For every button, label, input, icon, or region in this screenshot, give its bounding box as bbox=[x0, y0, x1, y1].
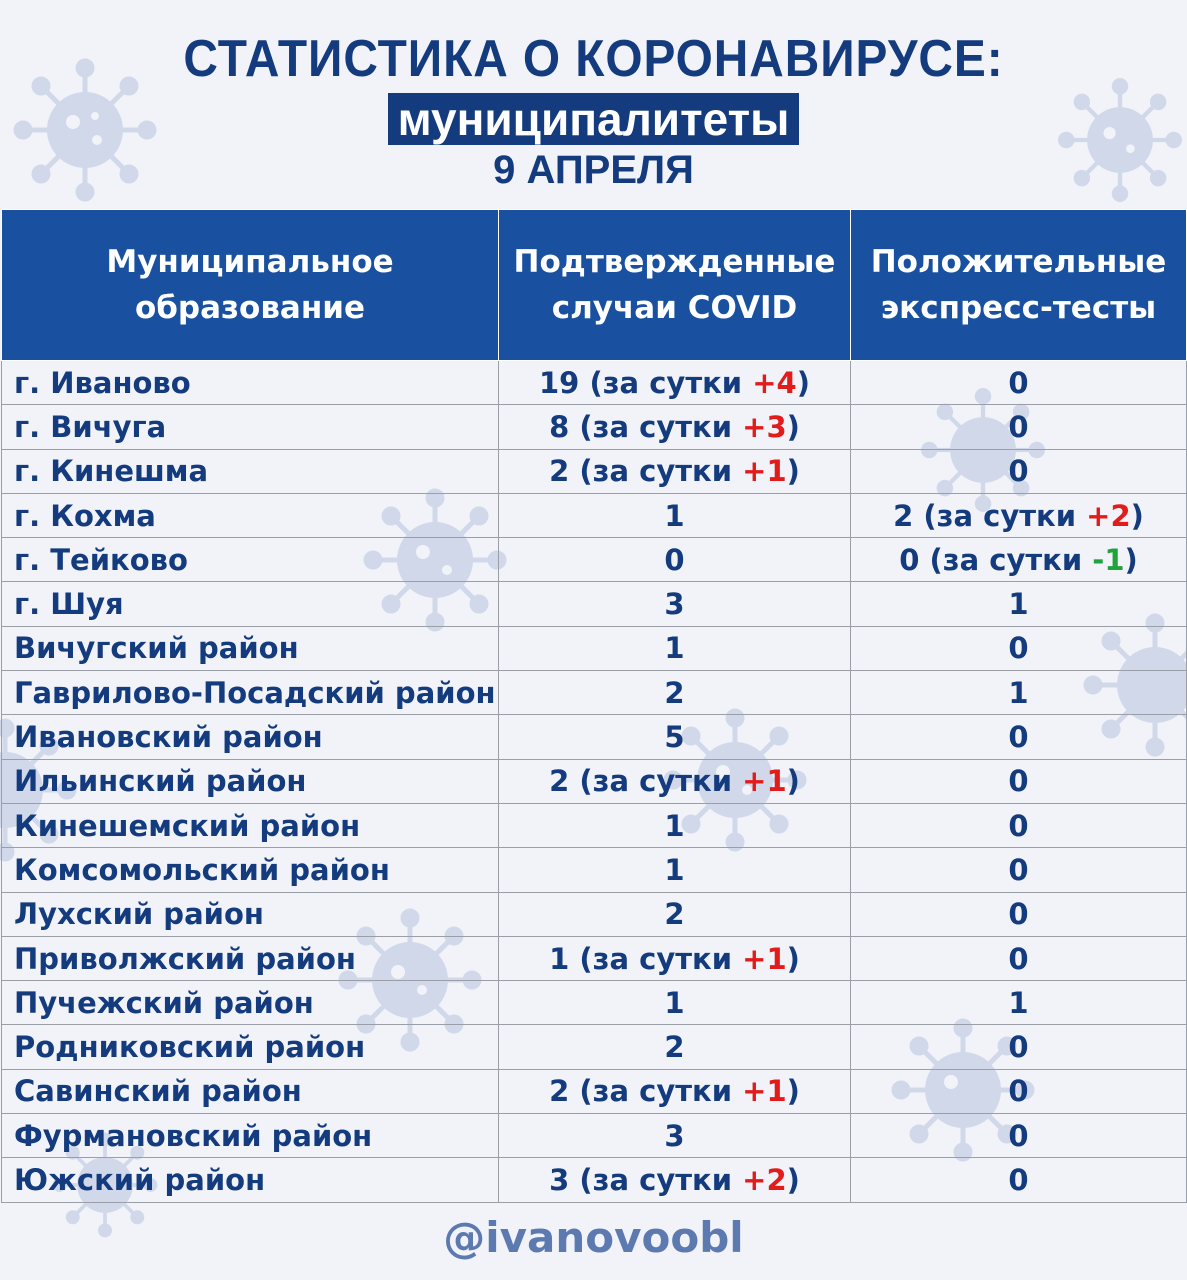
page-title: СТАТИСТИКА О КОРОНАВИРУСЕ: bbox=[183, 30, 1004, 88]
value-text: 2 (за сутки bbox=[893, 498, 1087, 533]
confirmed-cases-cell bbox=[499, 803, 851, 847]
confirmed-cases-cell bbox=[499, 892, 851, 936]
table-row bbox=[2, 1158, 1187, 1202]
express-tests-cell bbox=[851, 405, 1187, 449]
daily-change: +4 bbox=[752, 365, 797, 400]
value-text: 2 (за сутки bbox=[549, 764, 743, 799]
value-text: 0 bbox=[1008, 1162, 1029, 1197]
value-text: 1 (за сутки bbox=[549, 941, 743, 976]
value-text: 0 bbox=[1008, 808, 1029, 843]
value-tail: ) bbox=[786, 409, 800, 444]
daily-change: +1 bbox=[742, 454, 787, 489]
municipality-name: г. Кохма bbox=[2, 493, 499, 537]
daily-change: +3 bbox=[742, 409, 787, 444]
confirmed-cases-cell bbox=[499, 1025, 851, 1069]
municipality-name: Родниковский район bbox=[2, 1025, 499, 1069]
value-text: 0 bbox=[1008, 409, 1029, 444]
municipality-name: г. Тейково bbox=[2, 538, 499, 582]
express-tests-cell bbox=[851, 803, 1187, 847]
value-text: 0 bbox=[664, 542, 685, 577]
confirmed-cases-cell bbox=[499, 405, 851, 449]
daily-change: -1 bbox=[1092, 542, 1125, 577]
value-text: 2 bbox=[664, 897, 685, 932]
page-header bbox=[0, 28, 1187, 193]
value-text: 0 bbox=[1008, 1074, 1029, 1109]
daily-change: +1 bbox=[742, 764, 787, 799]
express-tests-cell bbox=[851, 848, 1187, 892]
confirmed-cases-cell bbox=[499, 361, 851, 405]
value-text: 0 (за сутки bbox=[899, 542, 1093, 577]
municipality-name: Южский район bbox=[2, 1158, 499, 1202]
municipality-name: Кинешемский район bbox=[2, 803, 499, 847]
municipality-name: Савинский район bbox=[2, 1069, 499, 1113]
daily-change: +1 bbox=[742, 1074, 787, 1109]
value-text: 2 bbox=[664, 675, 685, 710]
municipality-name: Лухский район bbox=[2, 892, 499, 936]
value-text: 0 bbox=[1008, 897, 1029, 932]
value-text: 0 bbox=[1008, 365, 1029, 400]
municipality-name: г. Шуя bbox=[2, 582, 499, 626]
municipality-name: г. Иваново bbox=[2, 361, 499, 405]
municipality-name: Фурмановский район bbox=[2, 1114, 499, 1158]
value-tail: ) bbox=[786, 941, 800, 976]
value-tail: ) bbox=[786, 1162, 800, 1197]
value-text: 2 (за сутки bbox=[549, 1074, 743, 1109]
express-tests-cell bbox=[851, 449, 1187, 493]
table-row bbox=[2, 715, 1187, 759]
daily-change: +2 bbox=[742, 1162, 787, 1197]
table-row bbox=[2, 671, 1187, 715]
confirmed-cases-cell bbox=[499, 582, 851, 626]
table-row bbox=[2, 759, 1187, 803]
value-text: 1 bbox=[1008, 675, 1029, 710]
municipality-name: Ивановский район bbox=[2, 715, 499, 759]
table-row bbox=[2, 538, 1187, 582]
value-text: 1 bbox=[1008, 587, 1029, 622]
value-text: 2 (за сутки bbox=[549, 454, 743, 489]
municipality-name: Гаврилово-Посадский район bbox=[2, 671, 499, 715]
table-header-row bbox=[2, 210, 1187, 361]
value-text: 1 bbox=[664, 808, 685, 843]
value-tail: ) bbox=[786, 764, 800, 799]
express-tests-cell bbox=[851, 715, 1187, 759]
confirmed-cases-cell bbox=[499, 493, 851, 537]
table-row bbox=[2, 1069, 1187, 1113]
confirmed-cases-cell bbox=[499, 981, 851, 1025]
express-tests-cell bbox=[851, 936, 1187, 980]
confirmed-cases-cell bbox=[499, 759, 851, 803]
value-text: 0 bbox=[1008, 1030, 1029, 1065]
confirmed-cases-cell bbox=[499, 715, 851, 759]
confirmed-cases-cell bbox=[499, 538, 851, 582]
stats-table bbox=[1, 209, 1187, 1203]
value-text: 3 bbox=[664, 587, 685, 622]
table-row bbox=[2, 493, 1187, 537]
daily-change: +2 bbox=[1086, 498, 1131, 533]
confirmed-cases-cell bbox=[499, 671, 851, 715]
table-row bbox=[2, 405, 1187, 449]
table-row bbox=[2, 848, 1187, 892]
column-header-confirmed: Подтвержденные случаи COVID bbox=[499, 210, 851, 361]
table-row bbox=[2, 1114, 1187, 1158]
report-date: 9 АПРЕЛЯ bbox=[493, 148, 694, 192]
value-text: 3 (за сутки bbox=[549, 1162, 743, 1197]
value-tail: ) bbox=[1130, 498, 1144, 533]
daily-change: +1 bbox=[742, 941, 787, 976]
value-text: 1 bbox=[664, 852, 685, 887]
municipality-name: Комсомольский район bbox=[2, 848, 499, 892]
page-subtitle: муниципалитеты bbox=[388, 93, 800, 145]
municipality-name: Вичугский район bbox=[2, 626, 499, 670]
express-tests-cell bbox=[851, 1114, 1187, 1158]
value-text: 0 bbox=[1008, 852, 1029, 887]
value-text: 3 bbox=[664, 1118, 685, 1153]
table-row bbox=[2, 361, 1187, 405]
value-text: 1 bbox=[664, 631, 685, 666]
express-tests-cell bbox=[851, 493, 1187, 537]
table-row bbox=[2, 626, 1187, 670]
value-text: 5 bbox=[664, 720, 685, 755]
confirmed-cases-cell bbox=[499, 848, 851, 892]
value-tail: ) bbox=[1124, 542, 1138, 577]
table-row bbox=[2, 981, 1187, 1025]
confirmed-cases-cell bbox=[499, 1114, 851, 1158]
social-handle: @ivanovoobl bbox=[443, 1213, 744, 1262]
municipality-name: г. Вичуга bbox=[2, 405, 499, 449]
express-tests-cell bbox=[851, 1158, 1187, 1202]
confirmed-cases-cell bbox=[499, 1069, 851, 1113]
municipality-name: Приволжский район bbox=[2, 936, 499, 980]
value-text: 0 bbox=[1008, 631, 1029, 666]
express-tests-cell bbox=[851, 626, 1187, 670]
value-text: 1 bbox=[664, 985, 685, 1020]
column-header-municipality: Муниципальное образование bbox=[2, 210, 499, 361]
municipality-name: Ильинский район bbox=[2, 759, 499, 803]
value-tail: ) bbox=[786, 1074, 800, 1109]
value-text: 0 bbox=[1008, 764, 1029, 799]
table-row bbox=[2, 936, 1187, 980]
express-tests-cell bbox=[851, 582, 1187, 626]
value-text: 19 (за сутки bbox=[539, 365, 753, 400]
confirmed-cases-cell bbox=[499, 936, 851, 980]
table-row bbox=[2, 449, 1187, 493]
value-tail: ) bbox=[796, 365, 810, 400]
value-text: 0 bbox=[1008, 454, 1029, 489]
value-text: 1 bbox=[664, 498, 685, 533]
express-tests-cell bbox=[851, 1069, 1187, 1113]
express-tests-cell bbox=[851, 759, 1187, 803]
express-tests-cell bbox=[851, 981, 1187, 1025]
column-header-express-tests: Положительные экспресс-тесты bbox=[851, 210, 1187, 361]
express-tests-cell bbox=[851, 538, 1187, 582]
express-tests-cell bbox=[851, 671, 1187, 715]
table-row bbox=[2, 803, 1187, 847]
confirmed-cases-cell bbox=[499, 626, 851, 670]
table-row bbox=[2, 582, 1187, 626]
value-text: 8 (за сутки bbox=[549, 409, 743, 444]
value-text: 0 bbox=[1008, 941, 1029, 976]
municipality-name: г. Кинешма bbox=[2, 449, 499, 493]
value-text: 1 bbox=[1008, 985, 1029, 1020]
municipality-name: Пучежский район bbox=[2, 981, 499, 1025]
value-text: 0 bbox=[1008, 1118, 1029, 1153]
value-text: 0 bbox=[1008, 720, 1029, 755]
confirmed-cases-cell bbox=[499, 1158, 851, 1202]
express-tests-cell bbox=[851, 361, 1187, 405]
value-tail: ) bbox=[786, 454, 800, 489]
express-tests-cell bbox=[851, 1025, 1187, 1069]
table-row bbox=[2, 892, 1187, 936]
express-tests-cell bbox=[851, 892, 1187, 936]
table-body bbox=[2, 361, 1187, 1203]
confirmed-cases-cell bbox=[499, 449, 851, 493]
value-text: 2 bbox=[664, 1030, 685, 1065]
table-row bbox=[2, 1025, 1187, 1069]
